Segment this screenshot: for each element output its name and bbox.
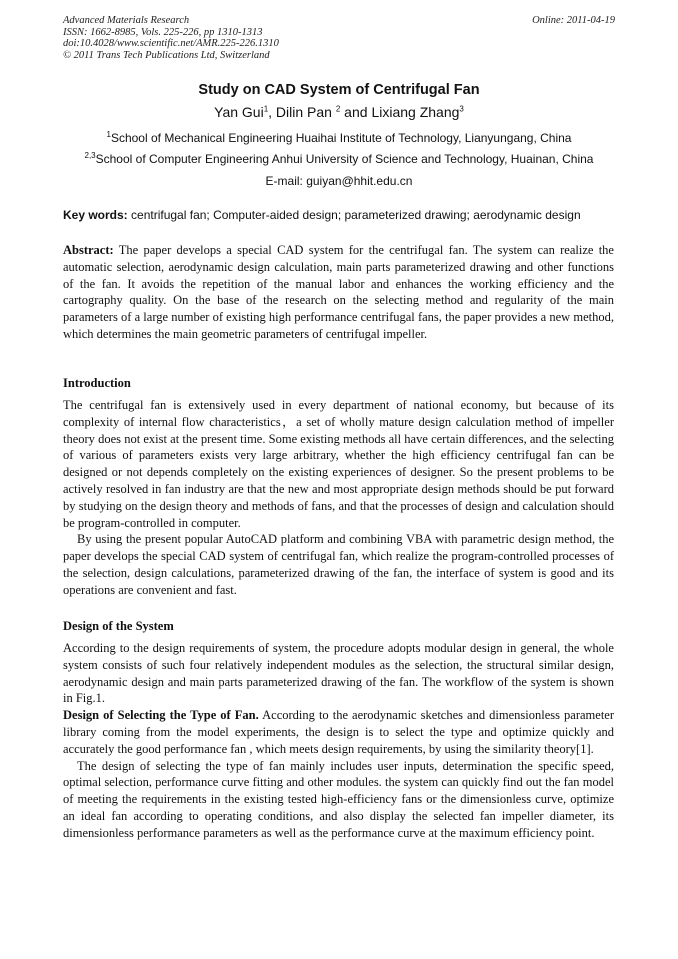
paragraph-text: According to the aerodynamic sketches and dimensionless parameter library coming from the model experiments, the design is to select the type and optimize quickly and accurately the good performance fan , which meets design requirements, by using the similarity theory[1].	[63, 708, 615, 756]
section-heading-introduction: Introduction	[63, 376, 131, 390]
author-name: Lixiang Zhang	[371, 104, 460, 120]
paragraph	[63, 707, 614, 757]
keywords-label: Key words:	[63, 208, 128, 222]
journal-header	[63, 15, 279, 61]
affiliation-1	[0, 131, 678, 146]
abstract	[63, 242, 614, 343]
affiliation-sup: 1	[106, 130, 111, 139]
author-sup: 3	[459, 104, 464, 114]
affiliation-2	[0, 152, 678, 167]
keywords	[63, 208, 623, 223]
section-heading-design: Design of the System	[63, 619, 174, 633]
paragraph: The centrifugal fan is extensively used in every department of national economy, but because of its complexity of internal flow characteristics，a set of wholly mature design calculation method of impeller theory does not exist at the present time. Some existing methods all have certain differences, and the selecting of various of parameters exists very large arbitrary, whether the high efficiency centrifugal fan can be designed or not depends completely on the existing experiences of designer. So the present problems to be actively resolved in fan industry are that the new and most appropriate design methods should be put forward by studying on the design theory and methods of fans, and that the processes of design and calculation should be program-controlled in computer.	[63, 398, 614, 530]
author-name: Dilin Pan	[275, 104, 332, 120]
author-sep: ,	[268, 104, 276, 120]
keywords-text: centrifugal fan; Computer-aided design; parameterized drawing; aerodynamic design	[131, 208, 581, 222]
subsection-heading: Design of Selecting the Type of Fan.	[63, 708, 259, 723]
author-sup: 1	[263, 104, 269, 114]
author-email: E-mail: guiyan@hhit.edu.cn	[265, 174, 413, 188]
journal-copyright: © 2011 Trans Tech Publications Ltd, Switzerland	[63, 49, 270, 61]
journal-name: Advanced Materials Research	[63, 15, 190, 26]
author-sup: 2	[335, 104, 341, 114]
abstract-text: The paper develops a special CAD system for the centrifugal fan. The system can realize the automatic selection, aerodynamic design calculation, main parts parameterized drawing and other functions of the fan. It avoids the repetition of the manual labor and enhances the working efficiency and the cartography quality. On the base of the research on the selecting method and regularity of the main parameters of a large number of existing high performance centrifugal fans, the paper provides a new method, which determines the main geometric parameters of centrifugal impeller.	[63, 243, 614, 341]
abstract-label: Abstract:	[63, 243, 114, 257]
introduction-body	[63, 397, 614, 599]
paper-title: Study on CAD System of Centrifugal Fan	[198, 82, 480, 98]
paragraph: The design of selecting the type of fan mainly includes user inputs, determination the specific speed, optimal selection, performance curve fitting and other modules. the system can quickly find out the fan model of meeting the requirements in the existing tested high-efficiency fans or the dimensionless curve, optimize an ideal fan according to operating conditions, and also display the selected fan impeller diameter, its dimensionless performance parameters as well as the performance curve at the maximum efficiency point.	[63, 758, 614, 840]
paragraph: According to the design requirements of system, the procedure adopts modular design in general, the whole system consists of such four relatively independent modules as the selection, the structural similar design, aerodynamic design and main parts parameterized drawing of the fan. The workflow of the system is shown in Fig.1.	[63, 641, 614, 706]
online-date: Online: 2011-04-19	[532, 15, 615, 26]
design-body	[63, 640, 614, 842]
affiliation-text: School of Mechanical Engineering Huaihai Institute of Technology, Lianyungang, China	[110, 131, 572, 145]
journal-doi: doi:10.4028/www.scientific.net/AMR.225-226.1310	[63, 38, 279, 49]
author-name: Yan Gui	[214, 104, 264, 120]
affiliation-text: School of Computer Engineering Anhui University of Science and Technology, Huainan, China	[95, 152, 594, 166]
author-list	[0, 103, 678, 121]
journal-issn: ISSN: 1662-8985, Vols. 225-226, pp 1310-1313	[63, 26, 263, 38]
paragraph: By using the present popular AutoCAD platform and combining VBA with parametric design method, the paper develops the special CAD system of centrifugal fan, which realize the program-controlled processes of the selection, design calculations, parameterized drawing of the fan, the interface of system is good and its operations are convenient and fast.	[63, 532, 614, 597]
affiliation-sup: 2,3	[84, 151, 96, 160]
author-sep: and	[340, 104, 372, 120]
